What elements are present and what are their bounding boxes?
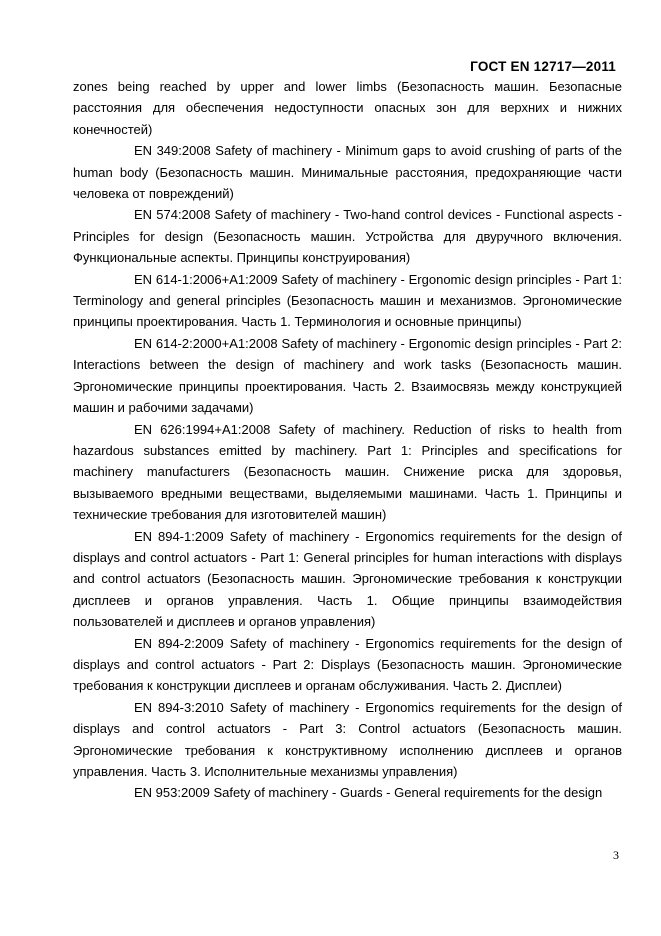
body-paragraph: EN 574:2008 Safety of machinery - Two-hand control devices - Functional aspects - Principles for design (Безопасность машин. Устройства для двуручного включения. Функциональные аспекты. Принципы конструирования): [73, 207, 622, 266]
body-paragraph: zones being reached by upper and lower limbs (Безопасность машин. Безопасные расстояния для обеспечения недоступности опасных зон для верхних и нижних конечностей): [73, 79, 622, 137]
document-body: [73, 76, 622, 804]
body-paragraph: EN 614-2:2000+A1:2008 Safety of machinery - Ergonomic design principles - Part 2: Interactions between the design of machinery and work tasks (Безопасность машин. Эргономические принципы проектирования. Часть 2. Взаимосвязь между конструкцией машин и рабочими задачами): [73, 335, 622, 416]
body-paragraph: EN 894-2:2009 Safety of machinery - Ergonomics requirements for the design of displays and control actuators - Part 2: Displays (Безопасность машин. Эргономические требования к конструкции дисплеев и органам обслуживания. Часть 2. Дисплеи): [73, 635, 622, 694]
document-header: ГОСТ EN 12717—2011: [470, 59, 616, 74]
body-paragraph: EN 894-3:2010 Safety of machinery - Ergonomics requirements for the design of displays and control actuators - Part 3: Control actuators (Безопасность машин. Эргономические требования к конструктивному исполнению дисплеев и органов управления. Часть 3. Исполнительные механизмы управления): [73, 699, 622, 779]
body-paragraph: EN 626:1994+A1:2008 Safety of machinery. Reduction of risks to health from hazardous substances emitted by machinery. Part 1: Principles and specifications for machinery manufacturers (Безопасность машин. Снижение риска для здоровья, вызываемого вредными веществами, выделяемыми машинами. Часть 1. Принципы и технические требования для изготовителей машин): [73, 421, 622, 523]
body-paragraph: EN 894-1:2009 Safety of machinery - Ergonomics requirements for the design of displays and control actuators - Part 1: General principles for human interactions with displays and control actuators (Безопасность машин. Эргономические требования к конструкции дисплеев и органов управления. Часть 1. Общие принципы взаимодействия пользователей и дисплеев и органов управления): [73, 528, 622, 630]
body-paragraph: EN 953:2009 Safety of machinery - Guards - General requirements for the design: [134, 785, 603, 801]
body-paragraph: EN 614-1:2006+A1:2009 Safety of machinery - Ergonomic design principles - Part 1: Terminology and general principles (Безопасность машин и механизмов. Эргономические принципы проектирования. Часть 1. Терминология и основные принципы): [73, 271, 622, 330]
page-number: 3: [613, 848, 619, 862]
body-paragraph: EN 349:2008 Safety of machinery - Minimum gaps to avoid crushing of parts of the human body (Безопасность машин. Минимальные расстояния, предохраняющие части человека от повреждений): [73, 143, 622, 202]
